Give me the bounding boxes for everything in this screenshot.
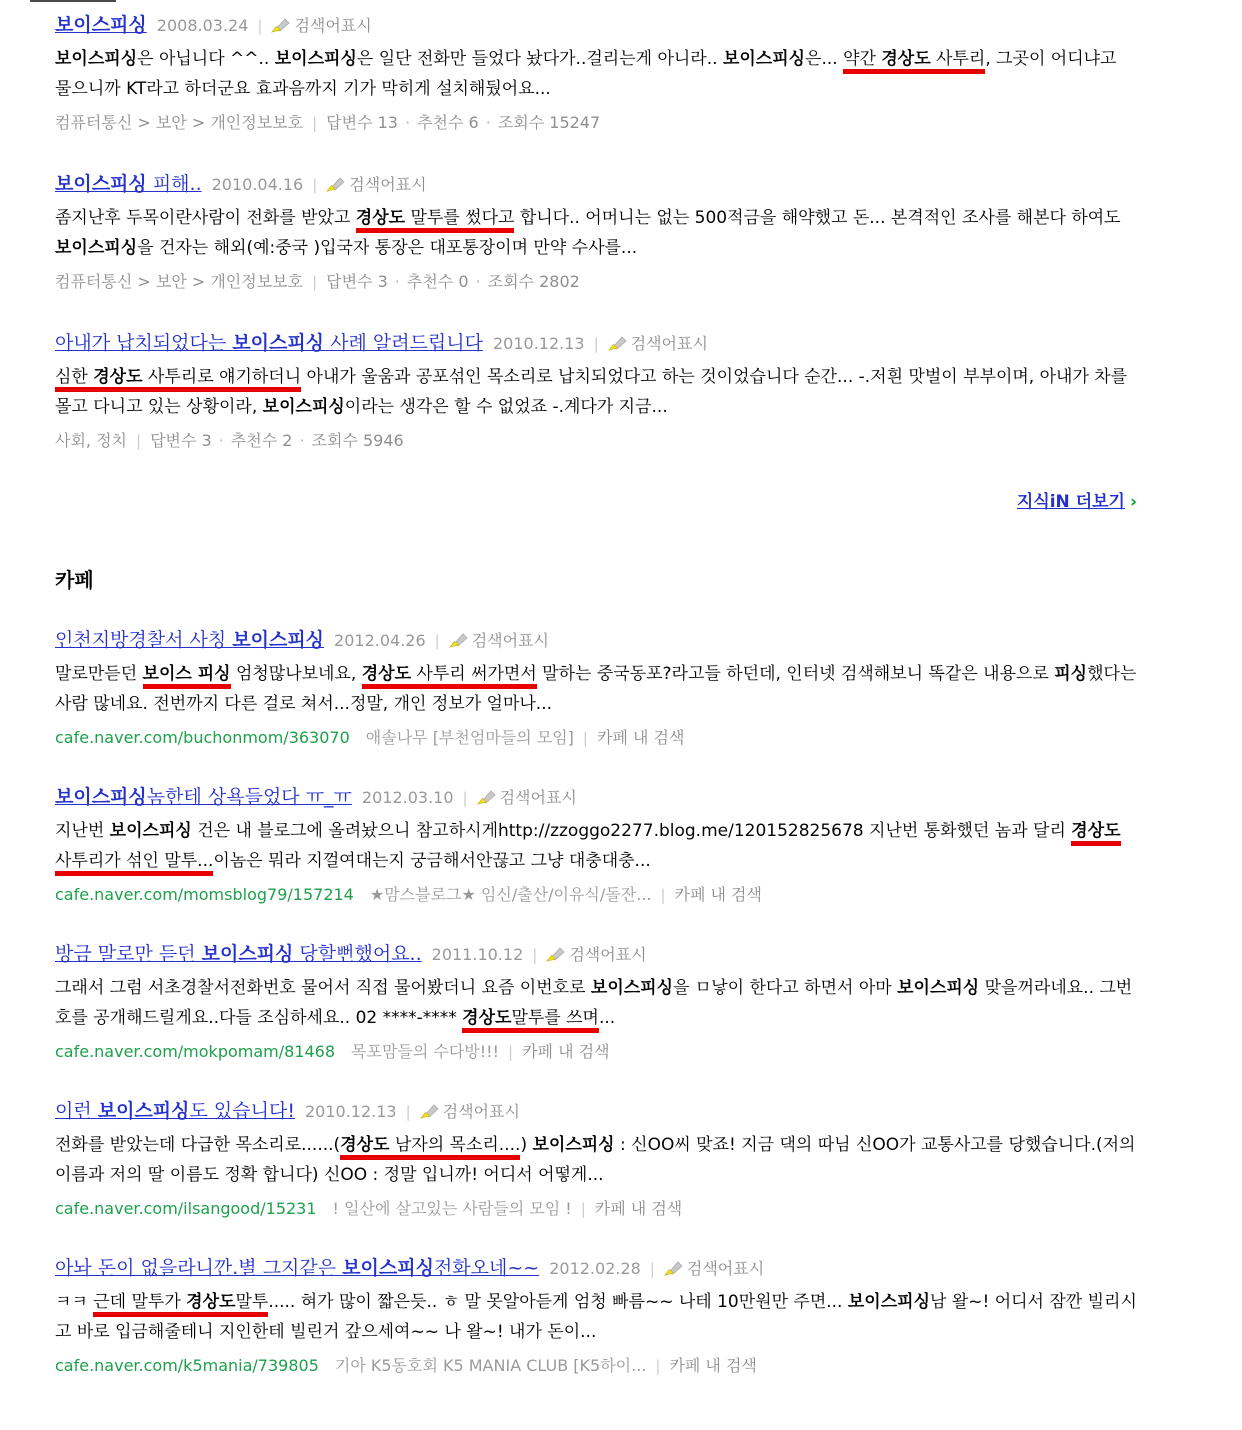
- result-date: 2012.02.28: [549, 1259, 641, 1278]
- result-title-link[interactable]: 방금 말로만 듣던 보이스피싱 당할뻔했어요..: [55, 943, 422, 965]
- cafe-search-link[interactable]: 카페 내 검색: [596, 728, 685, 747]
- kin-more-link[interactable]: 지식iN 더보기: [1016, 492, 1125, 512]
- highlighter-icon: [420, 1103, 439, 1123]
- search-result: [55, 10, 1137, 133]
- result-title-link[interactable]: 보이스피싱놈한테 상욕들었다 ㅠ_ㅠ: [55, 786, 352, 808]
- stat-2: 조회수 2802: [487, 272, 580, 291]
- search-result: [55, 169, 1137, 292]
- result-title-line: [55, 10, 1137, 37]
- cafe-result-meta: [55, 725, 1137, 748]
- result-snippet: ㅋㅋ 근데 말투가 경상도말투..... 혀가 많이 짧은듯.. ㅎ 말 못알아듣게 엄청 빠름~~ 나테 10만원만 주면... 보이스피싱남 왈~! 어디서 잠깐 빌리시고 바로 입금해줄테니 지인한테 빌린거 갚으세여~~ 나 왈~! 내가 돈이...: [55, 1292, 1137, 1342]
- cafe-search-link[interactable]: 카페 내 검색: [669, 1356, 757, 1375]
- result-snippet: 좀지난후 두목이란사람이 전화를 받았고 경상도 말투를 썼다고 합니다.. 어머니는 없는 500적금을 해약했고 돈... 본격적인 조사를 해본다 하여도 보이스피싱을 건자는 해외(예:중국 )입국자 통장은 대포통장이며 만약 수사를...: [55, 208, 1121, 258]
- stat-0: 답변수 3: [150, 431, 212, 450]
- cafe-post-url[interactable]: cafe.naver.com/k5mania/739805: [55, 1356, 319, 1375]
- result-date: 2008.03.24: [156, 16, 249, 35]
- result-title-line: [55, 1096, 1137, 1123]
- kin-more-row: [55, 487, 1137, 512]
- result-date: 2010.04.16: [211, 175, 304, 194]
- highlighter-icon: [608, 335, 627, 355]
- cafe-name: ! 일산에 살고있는 사람들의 모임 !: [332, 1199, 572, 1218]
- cafe-search-link[interactable]: 카페 내 검색: [674, 885, 762, 904]
- result-stats: 답변수 13 · 추천수 6 · 조회수 15247: [326, 113, 601, 132]
- result-date: 2011.10.12: [431, 945, 524, 964]
- separator-pipe: |: [312, 114, 318, 132]
- search-term-tag-label: 검색어표시: [630, 334, 708, 353]
- separator-pipe: |: [312, 273, 318, 291]
- separator-pipe: |: [312, 176, 318, 194]
- result-title-link[interactable]: 보이스피싱: [55, 14, 147, 36]
- search-result: [55, 328, 1137, 451]
- cafe-search-link[interactable]: 카페 내 검색: [594, 1199, 683, 1218]
- search-result: [55, 625, 1137, 748]
- cafe-post-url[interactable]: cafe.naver.com/mokpomam/81468: [55, 1042, 336, 1061]
- result-snippet: 지난번 보이스피싱 건은 내 블로그에 올려놨으니 참고하시게http://zzoggo2277.blog.me/120152825678 지난번 통화했던 놈과 달리 경상도 사투리가 섞인 말투...이놈은 뭐라 지껄여대는지 궁금해서안끊고 그냥 대충대충...: [55, 816, 1137, 876]
- highlighter-icon: [546, 946, 565, 966]
- search-term-tag-label: 검색어표시: [569, 945, 647, 964]
- result-snippet: 그래서 그럼 서초경찰서전화번호 물어서 직접 물어봤더니 요즘 이번호로 보이스피싱을 ㅁ낳이 한다고 하면서 아마 보이스피싱 맞을꺼라네요.. 그번호를 공개해드릴게요..다들 조심하세요.. 02 ****-**** 경상도말투를 쓰며...: [55, 973, 1137, 1033]
- result-category[interactable]: 컴퓨터통신 > 보안 > 개인정보보호: [55, 113, 304, 132]
- result-category[interactable]: 사회, 정치: [55, 431, 127, 450]
- cafe-post-url[interactable]: cafe.naver.com/momsblog79/157214: [55, 885, 354, 904]
- highlighter-icon: [664, 1260, 683, 1280]
- separator-pipe: |: [434, 632, 440, 650]
- separator-pipe: |: [508, 1043, 514, 1061]
- result-date: 2010.12.13: [304, 1102, 397, 1121]
- highlighter-icon: [271, 17, 290, 37]
- result-date: 2012.03.10: [361, 788, 454, 807]
- cafe-results-section: [55, 625, 1187, 1376]
- search-result: [55, 1253, 1137, 1376]
- separator-pipe: |: [462, 789, 468, 807]
- separator-pipe: |: [649, 1260, 655, 1278]
- search-result: [55, 782, 1137, 905]
- result-category[interactable]: 컴퓨터통신 > 보안 > 개인정보보호: [55, 272, 304, 291]
- separator-pipe: |: [405, 1103, 411, 1121]
- result-title-line: [55, 625, 1137, 652]
- result-title-link[interactable]: 이런 보이스피싱도 있습니다!: [55, 1100, 295, 1122]
- search-term-tag-label: 검색어표시: [471, 631, 549, 650]
- kin-results-list: [55, 10, 1187, 451]
- result-title-line: [55, 169, 1137, 196]
- result-title-line: [55, 328, 1137, 355]
- chevron-right-icon: ›: [1129, 492, 1137, 512]
- cafe-post-url[interactable]: cafe.naver.com/ilsangood/15231: [55, 1199, 317, 1218]
- stat-0: 답변수 3: [326, 272, 388, 291]
- cafe-section-header: 카페: [55, 568, 94, 592]
- stat-0: 답변수 13: [326, 113, 398, 132]
- cafe-name: ★맘스블로그★ 임신/출산/이유식/돌잔...: [369, 885, 652, 904]
- separator-pipe: |: [582, 729, 588, 747]
- result-snippet: 말로만듣던 보이스 피싱 엄청많나보네요, 경상도 사투리 써가면서 말하는 중국동포?라고들 하던데, 인터넷 검색해보니 똑같은 내용으로 피싱했다는 사람 많네요. 전번까지 다른 걸로 쳐서...정말, 개인 정보가 얼마나...: [55, 664, 1137, 714]
- separator-pipe: |: [593, 335, 599, 353]
- highlighter-icon: [326, 176, 345, 196]
- search-term-tag-label: 검색어표시: [499, 788, 577, 807]
- top-border-fragment: [30, 0, 116, 2]
- stat-1: 추천수 6: [417, 113, 479, 132]
- search-result: [55, 1096, 1137, 1219]
- stat-1: 추천수 0: [406, 272, 469, 291]
- result-title-link[interactable]: 보이스피싱 피해..: [55, 173, 202, 195]
- search-term-tag-label: 검색어표시: [294, 16, 372, 35]
- cafe-result-meta: [55, 1039, 1137, 1062]
- result-title-line: [55, 782, 1137, 809]
- result-stats: 답변수 3 · 추천수 2 · 조회수 5946: [150, 431, 404, 450]
- cafe-name: 기아 K5동호회 K5 MANIA CLUB [K5하이...: [334, 1356, 647, 1375]
- result-snippet: 보이스피싱은 아닙니다 ^^.. 보이스피싱은 일단 전화만 들었다 놨다가..걸리는게 아니라.. 보이스피싱은... 약간 경상도 사투리, 그곳이 어디냐고 물으니까 KT라고 하더군요 효과음까지 기가 막히게 설치해뒀어요...: [55, 49, 1117, 99]
- result-title-link[interactable]: 인천지방경찰서 사칭 보이스피싱: [55, 629, 325, 651]
- result-snippet: 심한 경상도 사투리로 얘기하더니 아내가 울움과 공포섞인 목소리로 납치되었다고 하는 것이었습니다 순간... -.저흰 맛벌이 부부이며, 아내가 차를 몰고 다니고 있는 상황이라, 보이스피싱이라는 생각은 할 수 없었죠 -.계다가 지금...: [55, 367, 1128, 417]
- cafe-search-link[interactable]: 카페 내 검색: [522, 1042, 610, 1061]
- cafe-name: 애솔나무 [부천엄마들의 모임]: [365, 728, 574, 747]
- cafe-results-list: [55, 625, 1187, 1376]
- separator-pipe: |: [136, 432, 142, 450]
- result-title-link[interactable]: 아내가 납치되었다는 보이스피싱 사례 알려드립니다: [55, 332, 483, 354]
- separator-pipe: |: [532, 946, 538, 964]
- kin-result-meta: [55, 269, 1137, 292]
- result-title-line: [55, 939, 1137, 966]
- result-title-link[interactable]: 아놔 돈이 없을라니깐.별 그지같은 보이스피싱전화오네~~: [55, 1257, 540, 1279]
- kin-results-section: [55, 10, 1187, 512]
- separator-pipe: |: [257, 17, 263, 35]
- stat-1: 추천수 2: [230, 431, 293, 450]
- result-title-line: [55, 1253, 1137, 1280]
- separator-pipe: |: [660, 886, 666, 904]
- search-term-tag-label: 검색어표시: [686, 1259, 765, 1278]
- cafe-result-meta: [55, 1353, 1137, 1376]
- search-term-tag-label: 검색어표시: [349, 175, 427, 194]
- stat-2: 조회수 15247: [497, 113, 601, 132]
- search-result: [55, 939, 1137, 1062]
- separator-pipe: |: [580, 1200, 586, 1218]
- stat-2: 조회수 5946: [311, 431, 404, 450]
- cafe-result-meta: [55, 882, 1137, 905]
- cafe-post-url[interactable]: cafe.naver.com/buchonmom/363070: [55, 728, 350, 747]
- result-date: 2012.04.26: [334, 631, 426, 650]
- highlighter-icon: [449, 632, 468, 652]
- cafe-result-meta: [55, 1196, 1137, 1219]
- cafe-name: 목포맘들의 수다방!!!: [351, 1042, 500, 1061]
- result-snippet: 전화를 받았는데 다급한 목소리로......(경상도 남자의 목소리....) 보이스피싱 : 신OO씨 맞죠! 지금 댁의 따님 신OO가 교통사고를 당했습니다.(저의 이름과 저의 딸 이름도 정확 합니다) 신OO : 정말 입니까! 어디서 어떻게...: [55, 1135, 1136, 1185]
- highlighter-icon: [477, 789, 496, 809]
- kin-result-meta: [55, 110, 1137, 133]
- result-date: 2010.12.13: [492, 334, 585, 353]
- kin-result-meta: [55, 428, 1137, 451]
- result-stats: 답변수 3 · 추천수 0 · 조회수 2802: [326, 272, 580, 291]
- separator-pipe: |: [655, 1357, 661, 1375]
- search-term-tag-label: 검색어표시: [442, 1102, 520, 1121]
